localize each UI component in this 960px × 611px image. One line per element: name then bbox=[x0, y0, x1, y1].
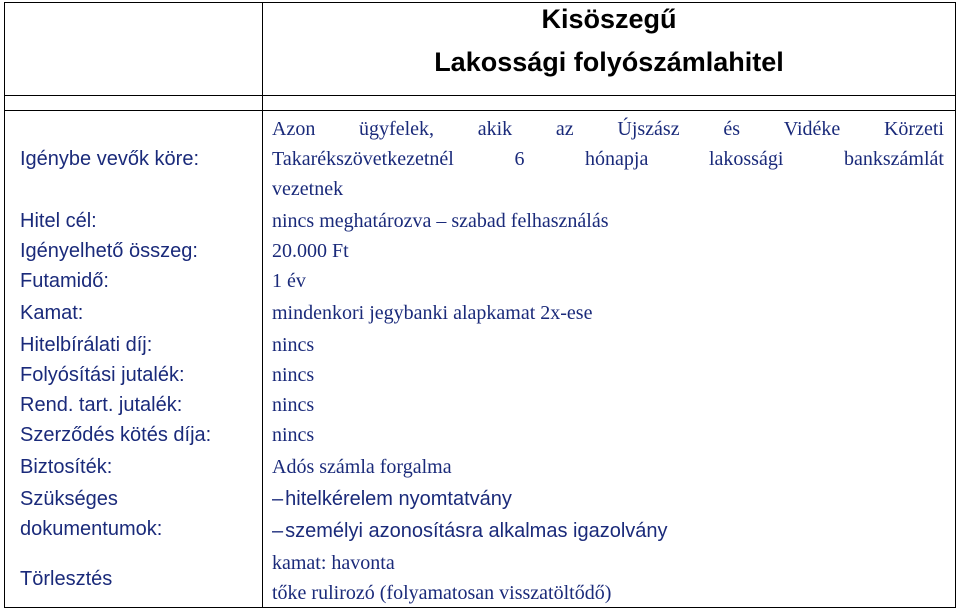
label-hitelbiralati: Hitelbírálati díj: bbox=[20, 334, 153, 356]
word: és bbox=[723, 118, 740, 140]
label-futamido: Futamidő: bbox=[20, 270, 109, 292]
value-hitelbiralati: nincs bbox=[272, 334, 315, 356]
label-dokumentumok-1: Szükséges bbox=[20, 488, 118, 510]
label-torlesztes: Törlesztés bbox=[20, 568, 113, 590]
value-rend-tart: nincs bbox=[272, 394, 315, 416]
label-osszeg: Igényelhető összeg: bbox=[20, 240, 198, 262]
value-folyositasi: nincs bbox=[272, 364, 315, 386]
word: Körzeti bbox=[883, 118, 944, 140]
value-kamat: mindenkori jegybanki alapkamat 2x-ese bbox=[272, 302, 593, 324]
word: az bbox=[555, 118, 574, 140]
value-igenybe-line1 bbox=[272, 118, 944, 141]
value-hitel-cel: nincs meghatározva – szabad felhasználás bbox=[272, 210, 609, 232]
page-title: Kisöszegű bbox=[541, 4, 677, 34]
word: bankszámlát bbox=[844, 148, 944, 170]
document-item bbox=[272, 488, 512, 511]
word: Takarékszövetkezetnél bbox=[272, 148, 454, 170]
label-folyositasi: Folyósítási jutalék: bbox=[20, 364, 185, 386]
word: Vidéke bbox=[783, 118, 841, 140]
word: hónapja bbox=[585, 148, 649, 170]
value-torlesztes-line1: kamat: havonta bbox=[272, 552, 395, 574]
word: akik bbox=[477, 118, 513, 140]
label-biztositek: Biztosíték: bbox=[20, 456, 113, 478]
label-szerzodes: Szerződés kötés díja: bbox=[20, 424, 212, 446]
header-bottom-line bbox=[4, 95, 956, 96]
document-item-text: – személyi azonosításra alkalmas igazolvány bbox=[272, 520, 668, 542]
label-rend-tart: Rend. tart. jutalék: bbox=[20, 394, 183, 416]
value-igenybe-line3: vezetnek bbox=[272, 178, 344, 200]
word: 6 bbox=[514, 148, 525, 170]
page-subtitle: Lakossági folyószámlahitel bbox=[434, 47, 784, 77]
value-biztositek: Adós számla forgalma bbox=[272, 456, 452, 478]
label-igenybe: Igénybe vevők köre: bbox=[20, 148, 199, 170]
value-igenybe-line2 bbox=[272, 148, 944, 171]
value-osszeg: 20.000 Ft bbox=[272, 240, 349, 262]
word: Azon bbox=[272, 118, 316, 140]
label-hitel-cel: Hitel cél: bbox=[20, 210, 97, 232]
word: Újszász bbox=[617, 118, 680, 140]
word: lakossági bbox=[708, 148, 784, 170]
label-dokumentumok-2: dokumentumok: bbox=[20, 518, 163, 540]
value-futamido: 1 év bbox=[272, 270, 306, 292]
document-item bbox=[272, 520, 668, 543]
value-torlesztes-line2: tőke rulirozó (folyamatosan visszatöltődő) bbox=[272, 582, 612, 604]
value-szerzodes: nincs bbox=[272, 424, 315, 446]
word: ügyfelek, bbox=[359, 118, 435, 140]
document-item-text: – hitelkérelem nyomtatvány bbox=[272, 488, 512, 510]
label-kamat: Kamat: bbox=[20, 302, 84, 324]
header-rule bbox=[4, 110, 956, 111]
column-divider bbox=[262, 2, 263, 608]
